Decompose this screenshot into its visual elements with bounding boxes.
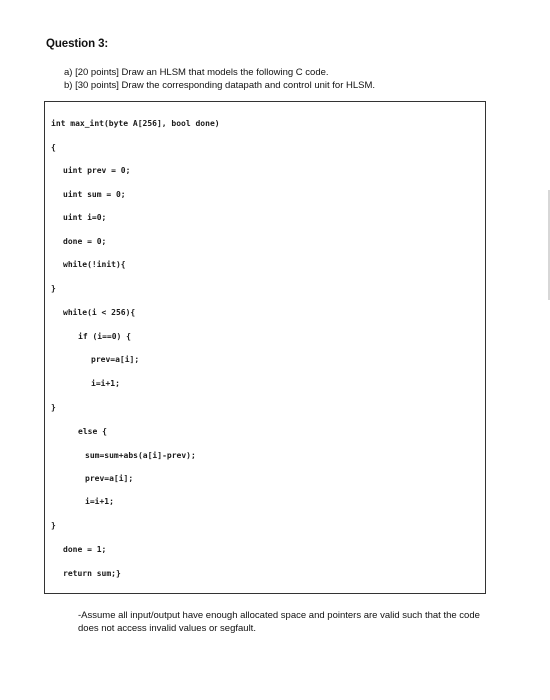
code-box [44, 101, 486, 594]
code-line: else { [78, 427, 107, 436]
code-line: return sum;} [63, 569, 121, 578]
code-line: prev=a[i]; [85, 474, 134, 483]
question-parts [64, 66, 375, 92]
code-line: uint sum = 0; [63, 190, 126, 199]
question-title: Question 3: [46, 38, 109, 50]
part-b: b) [30 points] Draw the corresponding datapath and control unit for HLSM. [64, 80, 376, 91]
code-line: } [51, 403, 56, 412]
code-line: done = 0; [63, 237, 107, 246]
code-line: sum=sum+abs(a[i]-prev); [85, 451, 196, 460]
part-a: a) [20 points] Draw an HLSM that models the following C code. [64, 67, 329, 78]
code-line: int max_int(byte A[256], bool done) [51, 119, 220, 128]
code-line: { [51, 143, 56, 152]
code-line: uint prev = 0; [63, 166, 131, 175]
assumption-note: -Assume all input/output have enough allocated space and pointers are valid such that the code does not access invalid values or segfault. [78, 610, 480, 634]
code-line: if (i==0) { [78, 332, 131, 341]
code-line: while(!init){ [63, 260, 126, 269]
code-line: while(i < 256){ [63, 308, 136, 317]
code-line: } [51, 284, 56, 293]
code-line: uint i=0; [63, 213, 107, 222]
code-line: done = 1; [63, 545, 107, 554]
code-line: i=i+1; [85, 497, 114, 506]
code-line: } [51, 521, 56, 530]
code-line: prev=a[i]; [91, 355, 140, 364]
code-line: i=i+1; [91, 379, 120, 388]
